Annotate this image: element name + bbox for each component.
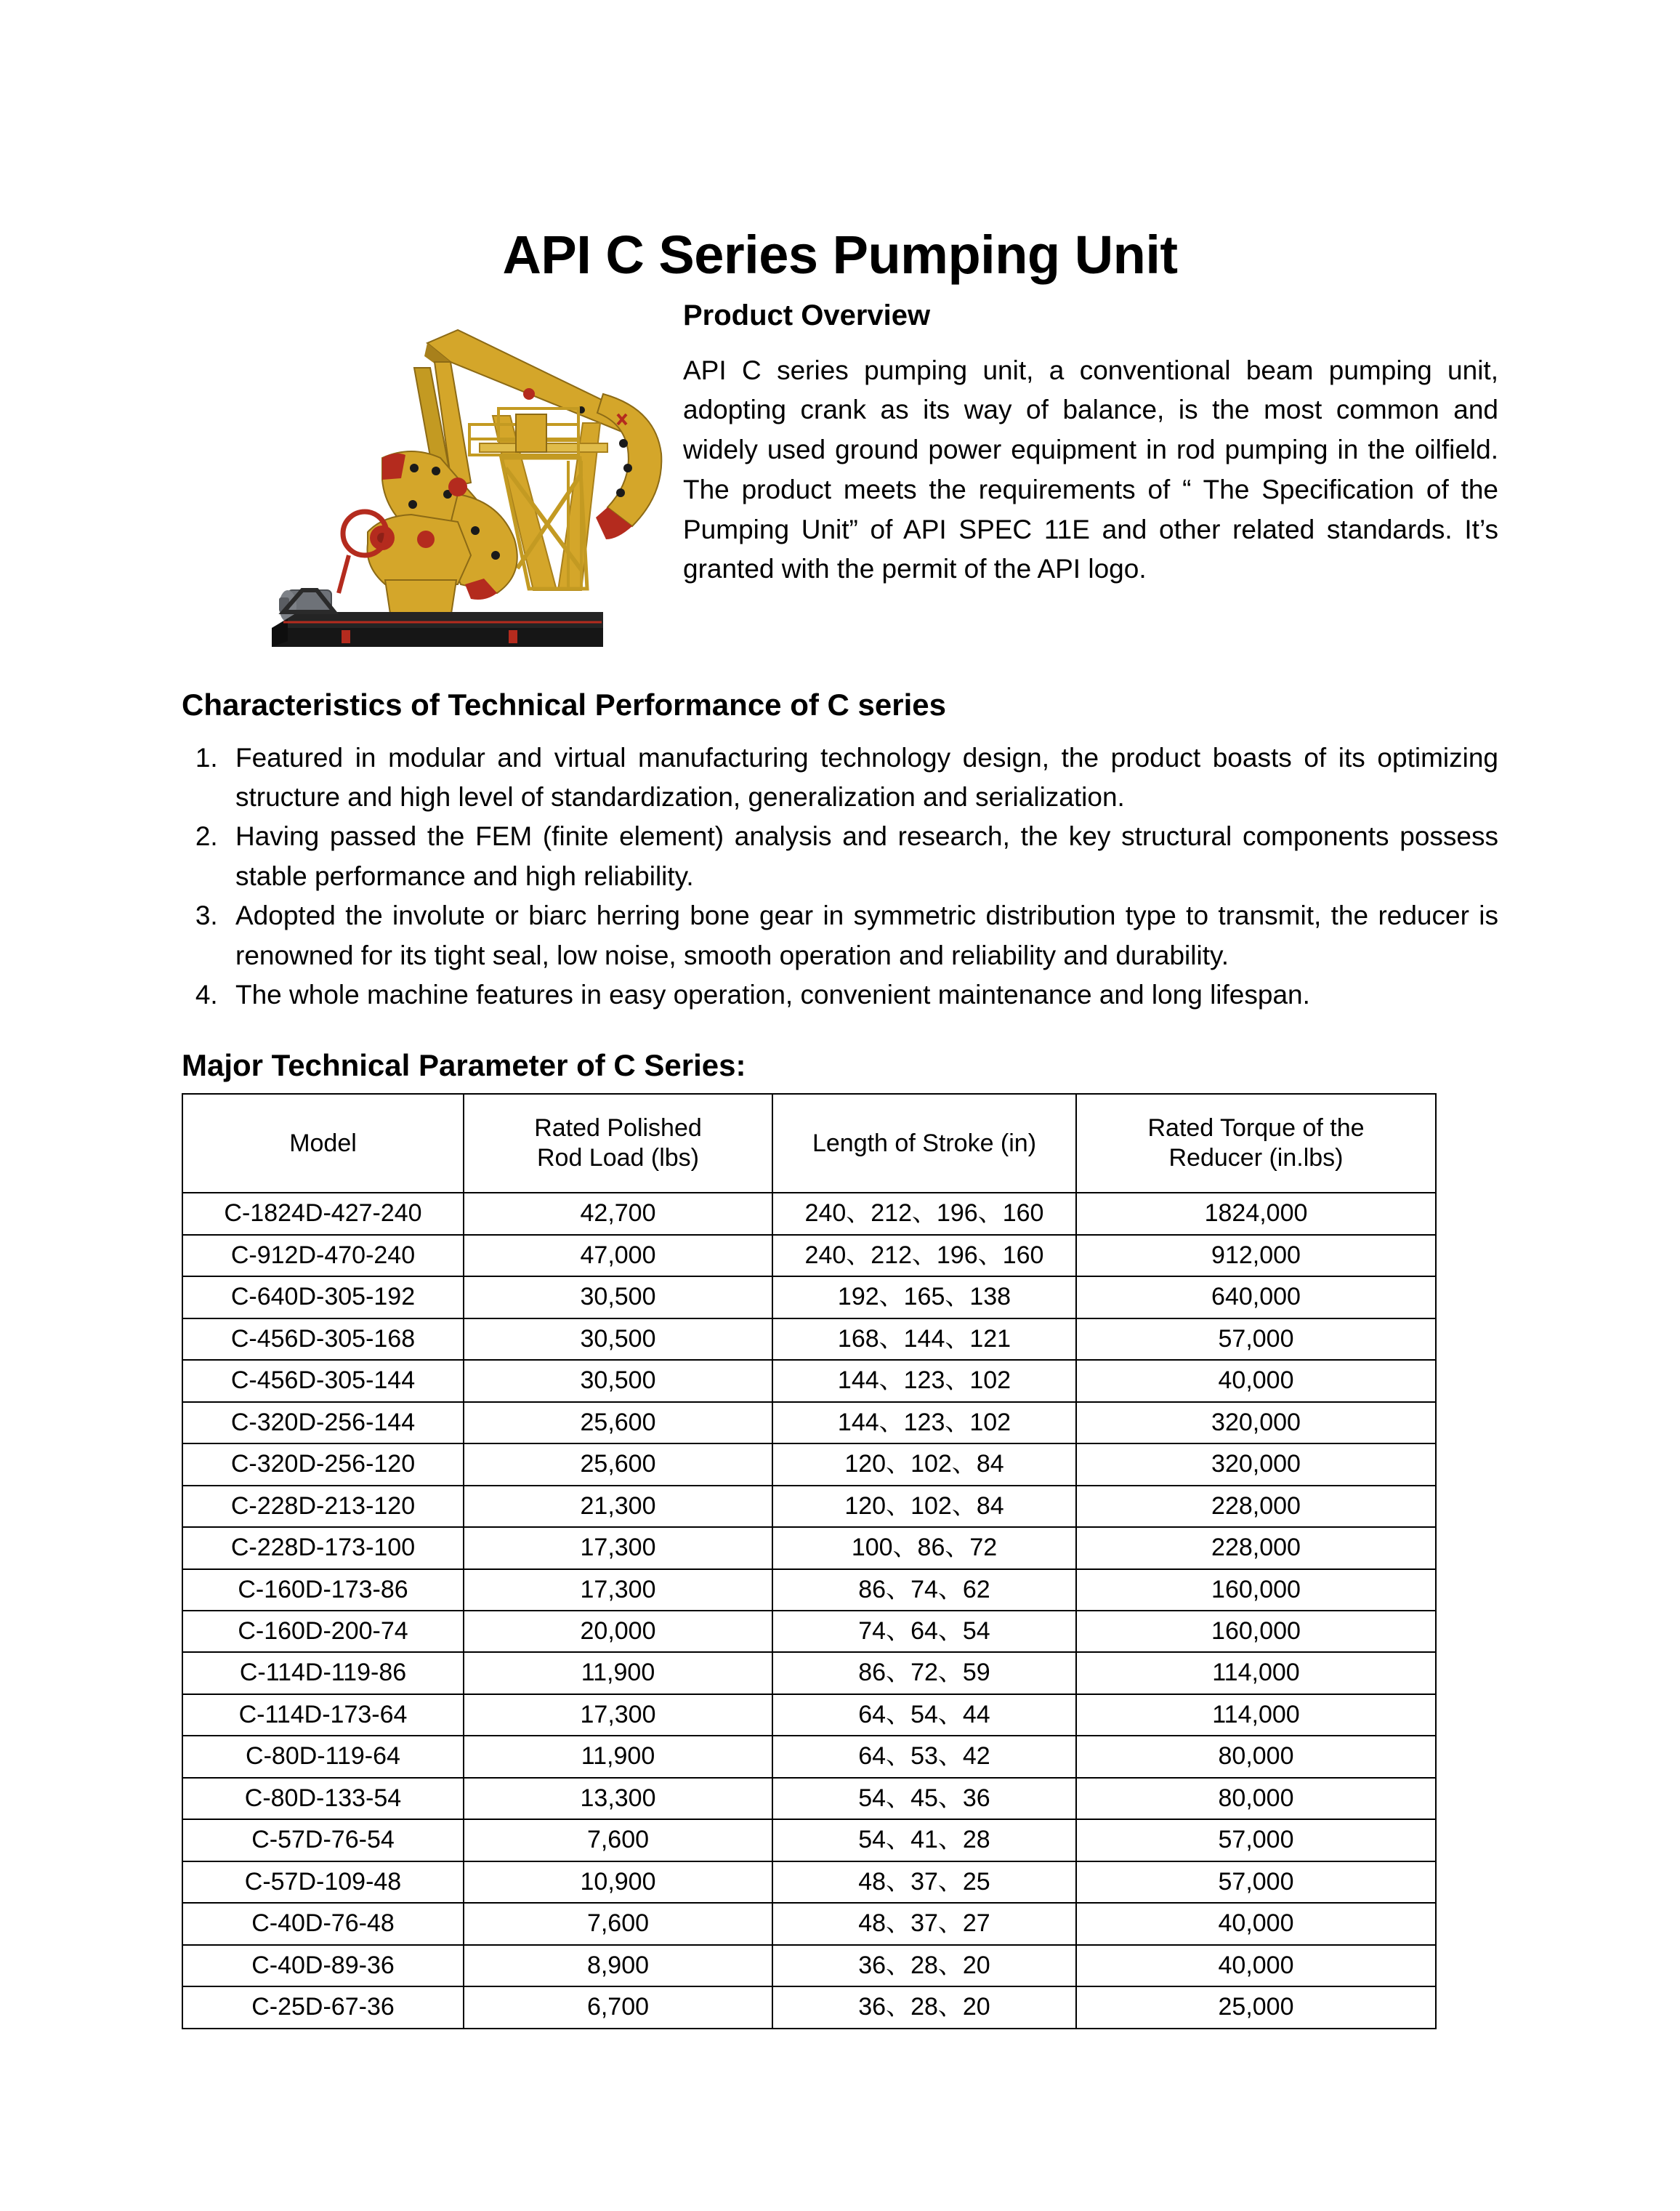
- cell-rated-load: 17,300: [464, 1527, 772, 1568]
- table-body: [182, 1193, 1436, 2028]
- cell-model: C-57D-76-54: [182, 1819, 464, 1861]
- table-row: [182, 1486, 1436, 1527]
- technical-parameters-table: [182, 1093, 1437, 2029]
- cell-model: C-80D-119-64: [182, 1736, 464, 1777]
- cell-model: C-320D-256-144: [182, 1402, 464, 1443]
- table-row: [182, 1402, 1436, 1443]
- cell-torque: 320,000: [1076, 1402, 1436, 1443]
- cell-rated-load: 42,700: [464, 1193, 772, 1234]
- cell-stroke: 74、64、54: [772, 1611, 1076, 1652]
- column-header-rated-torque-of-reducer: [1076, 1094, 1436, 1193]
- cell-stroke: 64、54、44: [772, 1694, 1076, 1736]
- cell-torque: 114,000: [1076, 1694, 1436, 1736]
- table-row: [182, 1611, 1436, 1652]
- cell-torque: 320,000: [1076, 1443, 1436, 1485]
- cell-model: C-114D-173-64: [182, 1694, 464, 1736]
- cell-rated-load: 6,700: [464, 1986, 772, 2028]
- cell-stroke: 240、212、196、160: [772, 1193, 1076, 1234]
- cell-rated-load: 21,300: [464, 1486, 772, 1527]
- characteristics-list: [182, 738, 1498, 1015]
- cell-stroke: 144、123、102: [772, 1360, 1076, 1401]
- cell-rated-load: 30,500: [464, 1276, 772, 1318]
- header-line: Model: [289, 1129, 357, 1157]
- cell-rated-load: 13,300: [464, 1778, 772, 1819]
- cell-torque: 228,000: [1076, 1527, 1436, 1568]
- list-item: 1. Featured in modular and virtual manufacturing technology design, the product boasts of its optimizing structure and high level of standardization, generalization and serialization.: [225, 738, 1498, 818]
- table-row: [182, 1360, 1436, 1401]
- table-row: [182, 1903, 1436, 1944]
- cell-model: C-320D-256-120: [182, 1443, 464, 1485]
- cell-rated-load: 10,900: [464, 1861, 772, 1903]
- cell-model: C-228D-173-100: [182, 1527, 464, 1568]
- cell-rated-load: 30,500: [464, 1360, 772, 1401]
- cell-torque: 80,000: [1076, 1736, 1436, 1777]
- table-row: [182, 1861, 1436, 1903]
- overview-text-block: [683, 299, 1498, 590]
- cell-model: C-160D-200-74: [182, 1611, 464, 1652]
- cell-stroke: 64、53、42: [772, 1736, 1076, 1777]
- cell-stroke: 192、165、138: [772, 1276, 1076, 1318]
- table-row: [182, 1193, 1436, 1234]
- table-row: [182, 1318, 1436, 1360]
- cell-rated-load: 30,500: [464, 1318, 772, 1360]
- parameters-heading: Major Technical Parameter of C Series:: [182, 1048, 746, 1083]
- cell-torque: 228,000: [1076, 1486, 1436, 1527]
- cell-stroke: 120、102、84: [772, 1486, 1076, 1527]
- pumping-unit-image: [240, 299, 676, 656]
- table-row: [182, 1694, 1436, 1736]
- table-row: [182, 1569, 1436, 1611]
- cell-rated-load: 11,900: [464, 1736, 772, 1777]
- cell-model: C-1824D-427-240: [182, 1193, 464, 1234]
- cell-stroke: 48、37、25: [772, 1861, 1076, 1903]
- cell-rated-load: 7,600: [464, 1903, 772, 1944]
- cell-model: C-228D-213-120: [182, 1486, 464, 1527]
- pumping-unit-illustration: [240, 299, 676, 656]
- cell-model: C-57D-109-48: [182, 1861, 464, 1903]
- list-item: 4. The whole machine features in easy operation, convenient maintenance and long lifespan.: [225, 975, 1498, 1015]
- cell-stroke: 168、144、121: [772, 1318, 1076, 1360]
- overview-heading: Product Overview: [683, 299, 931, 331]
- cell-rated-load: 17,300: [464, 1694, 772, 1736]
- cell-stroke: 48、37、27: [772, 1903, 1076, 1944]
- table-row: [182, 1652, 1436, 1694]
- header-line: Reducer (in.lbs): [1168, 1144, 1344, 1172]
- header-line: Rod Load (lbs): [536, 1144, 699, 1172]
- cell-model: C-640D-305-192: [182, 1276, 464, 1318]
- cell-model: C-456D-305-144: [182, 1360, 464, 1401]
- table-row: [182, 1235, 1436, 1276]
- cell-rated-load: 17,300: [464, 1569, 772, 1611]
- table-row: [182, 1443, 1436, 1485]
- cell-stroke: 86、72、59: [772, 1652, 1076, 1694]
- table-row: [182, 1736, 1436, 1777]
- cell-rated-load: 25,600: [464, 1443, 772, 1485]
- cell-torque: 40,000: [1076, 1360, 1436, 1401]
- table-row: [182, 1945, 1436, 1986]
- cell-stroke: 144、123、102: [772, 1402, 1076, 1443]
- cell-rated-load: 20,000: [464, 1611, 772, 1652]
- header-line: Rated Torque of the: [1147, 1113, 1365, 1142]
- cell-rated-load: 25,600: [464, 1402, 772, 1443]
- overview-section: [182, 299, 1498, 663]
- table-row: [182, 1986, 1436, 2028]
- cell-torque: 160,000: [1076, 1611, 1436, 1652]
- cell-stroke: 240、212、196、160: [772, 1235, 1076, 1276]
- cell-model: C-25D-67-36: [182, 1986, 464, 2028]
- overview-paragraph: API C series pumping unit, a conventional beam pumping unit, adopting crank as its way of balance, is the most common and widely used ground power equipment in rod pumping in the oilfield. The product meets the requirements of “ The Specification of the Pumping Unit” of API SPEC 11E and other related standards. It’s granted with the permit of the API logo.: [683, 355, 1498, 584]
- table-header-row: [182, 1094, 1436, 1193]
- cell-stroke: 36、28、20: [772, 1945, 1076, 1986]
- cell-torque: 57,000: [1076, 1318, 1436, 1360]
- cell-torque: 40,000: [1076, 1903, 1436, 1944]
- cell-stroke: 54、41、28: [772, 1819, 1076, 1861]
- cell-torque: 57,000: [1076, 1861, 1436, 1903]
- cell-stroke: 86、74、62: [772, 1569, 1076, 1611]
- cell-torque: 25,000: [1076, 1986, 1436, 2028]
- table-row: [182, 1819, 1436, 1861]
- cell-torque: 57,000: [1076, 1819, 1436, 1861]
- cell-model: C-80D-133-54: [182, 1778, 464, 1819]
- cell-stroke: 36、28、20: [772, 1986, 1076, 2028]
- cell-stroke: 100、86、72: [772, 1527, 1076, 1568]
- page-title: API C Series Pumping Unit: [502, 225, 1178, 285]
- cell-torque: 640,000: [1076, 1276, 1436, 1318]
- cell-rated-load: 11,900: [464, 1652, 772, 1694]
- list-item: 3. Adopted the involute or biarc herring bone gear in symmetric distribution type to transmit, the reducer is renowned for its tight seal, low noise, smooth operation and reliability and durability.: [225, 896, 1498, 975]
- cell-rated-load: 47,000: [464, 1235, 772, 1276]
- table-row: [182, 1527, 1436, 1568]
- table-row: [182, 1276, 1436, 1318]
- list-item: 2. Having passed the FEM (finite element) analysis and research, the key structural components possess stable performance and high reliability.: [225, 817, 1498, 896]
- cell-torque: 912,000: [1076, 1235, 1436, 1276]
- characteristics-heading: Characteristics of Technical Performance of C series: [182, 687, 946, 722]
- cell-stroke: 54、45、36: [772, 1778, 1076, 1819]
- table-header: [182, 1094, 1436, 1193]
- column-header-model: [182, 1094, 464, 1193]
- cell-model: C-912D-470-240: [182, 1235, 464, 1276]
- header-line: Length of Stroke (in): [812, 1129, 1037, 1157]
- cell-model: C-40D-89-36: [182, 1945, 464, 1986]
- cell-torque: 160,000: [1076, 1569, 1436, 1611]
- column-header-length-of-stroke: [772, 1094, 1076, 1193]
- cell-torque: 80,000: [1076, 1778, 1436, 1819]
- table-row: [182, 1778, 1436, 1819]
- cell-stroke: 120、102、84: [772, 1443, 1076, 1485]
- cell-torque: 114,000: [1076, 1652, 1436, 1694]
- cell-torque: 40,000: [1076, 1945, 1436, 1986]
- cell-model: C-114D-119-86: [182, 1652, 464, 1694]
- header-line: Rated Polished: [534, 1113, 702, 1142]
- column-header-rated-polished-rod-load: [464, 1094, 772, 1193]
- cell-torque: 1824,000: [1076, 1193, 1436, 1234]
- cell-model: C-160D-173-86: [182, 1569, 464, 1611]
- cell-model: C-456D-305-168: [182, 1318, 464, 1360]
- cell-rated-load: 7,600: [464, 1819, 772, 1861]
- cell-model: C-40D-76-48: [182, 1903, 464, 1944]
- cell-rated-load: 8,900: [464, 1945, 772, 1986]
